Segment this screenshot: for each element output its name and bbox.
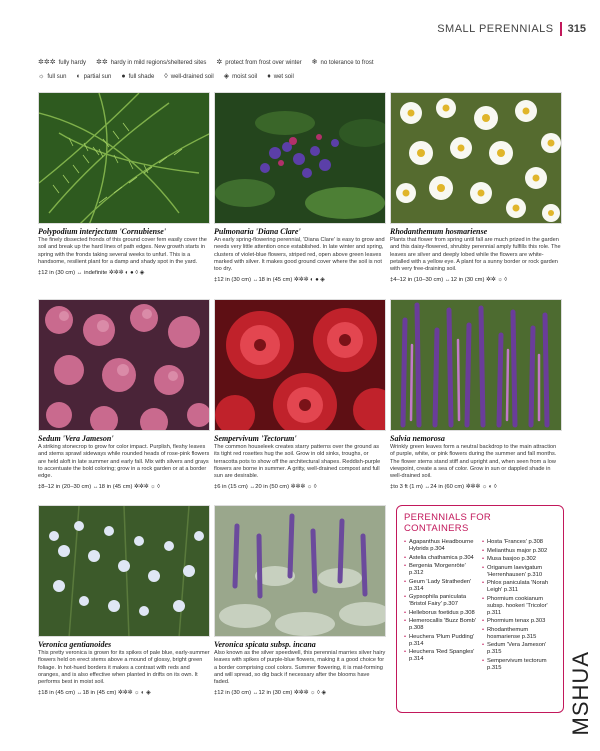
plant-name: Rhodanthemum hosmariense	[390, 227, 488, 236]
list-item: • Phormium cookianum subsp. hookeri 'Tricolor' p.311	[482, 596, 556, 617]
symbol-key	[38, 56, 374, 84]
plant-meta: ‡12 in (30 cm) ↔12 in (30 cm) ✲✲✲ ☼ ◊ ◈	[214, 690, 326, 697]
plant-name: Veronica spicata subsp. incana	[214, 640, 316, 649]
list-item: • Astelia chathamica p.304	[404, 555, 478, 562]
plant-meta: ‡to 3 ft (1 m) ↔24 in (60 cm) ✲✲✲ ☼ ◐ ◊	[390, 484, 497, 491]
plant-meta: ‡18 in (45 cm) ↔18 in (45 cm) ✲✲✲ ☼ ◐ ◈	[38, 690, 151, 697]
list-item: • Sempervivum tectorum p.315	[482, 658, 556, 672]
plant-description: The finely dissected fronds of this ground cover fern easily cover the soil and break up the hard lines of path edges. New growth starts in spring with the fronds taking several weeks to unfurl. This is a handsome, resilient plant for a damp and shady spot in the yard.	[38, 237, 207, 265]
plant-photo	[390, 92, 562, 224]
plant-card	[38, 505, 210, 696]
key-label: full sun	[47, 74, 67, 80]
plant-photo	[214, 505, 386, 637]
pulmonaria-image	[215, 93, 386, 224]
key-item	[121, 70, 154, 84]
plant-description: Also known as the silver speedwell, this perennial marries silver hairy leaves with spikes of purple-blue flowers, making it a good choice for a border comprising cool colors. Summer flowering, it is mat-forming and will spread, so dig back if necessary after the blooms have faded.	[214, 650, 386, 686]
key-item	[76, 70, 111, 84]
key-item	[38, 70, 66, 84]
key-item	[224, 70, 257, 84]
plant-description: A striking stonecrop to grow for color impact. Purplish, fleshy leaves and stems sprawl sideways while rounded heads of rose-pink flowers are held aloft in late summer and early fall. Mix with silvers and grays to accentuate the bold coloring; grow in a rock garden or at a border edge.	[38, 444, 210, 480]
key-label: moist soil	[232, 74, 258, 80]
containers-right-column	[482, 539, 556, 673]
no-frost-icon: ❄	[311, 59, 318, 66]
sempervivum-image	[215, 300, 386, 431]
list-item: • Phormium tenax p.303	[482, 618, 556, 625]
plant-photo	[214, 299, 386, 431]
key-label: well-drained soil	[170, 74, 214, 80]
well-drained-icon: ◊	[164, 73, 168, 80]
moist-soil-icon: ◈	[223, 73, 230, 80]
key-label: partial sun	[83, 74, 112, 80]
plant-card	[38, 92, 210, 276]
plant-meta: ‡8–12 in (20–30 cm) ↔18 in (45 cm) ✲✲✲ ☼ ◊	[38, 484, 160, 491]
plant-card	[214, 299, 386, 490]
plant-description: Wrinkly green leaves form a neutral backdrop to the main attraction of purple, white, or pink flowers during the summer and fall months. The flower stems stand stiff and upright and, when seen from a low viewpoint, create a sea of color. Grow in sun or dappled shade in well-drained soil.	[390, 444, 557, 480]
list-item: • Agapanthus Headbourne Hybrids p.304	[404, 539, 478, 553]
section-title: SMALL PERENNIALS	[437, 22, 561, 36]
list-item: • Bergenia 'Morgenröte' p.312	[404, 563, 478, 577]
plant-photo	[38, 299, 210, 431]
list-item: • Melianthus major p.302	[482, 548, 556, 555]
plant-name: Sedum 'Vera Jameson'	[38, 434, 114, 443]
plant-description: This pretty veronica is grown for its spikes of pale blue, early-summer flowers held on erect stems above a mound of glossy, bright green foliage. In hot-hued borders it makes a contrast with reds and oranges, and is also effective when planted in drifts on its own. It performs best in moist soil.	[38, 650, 210, 686]
list-item: • Musa basjoo p.302	[482, 556, 556, 563]
list-item: • Phlox paniculata 'Norah Leigh' p.311	[482, 580, 556, 594]
plant-name: Salvia nemorosa	[390, 434, 445, 443]
plant-photo	[390, 299, 562, 431]
plant-name: Pulmonaria 'Diana Clare'	[214, 227, 301, 236]
partial-sun-icon: ◐	[76, 73, 81, 80]
hardy-icon: ✲✲✲	[38, 59, 56, 66]
plant-card	[390, 92, 562, 283]
plant-meta: ‡4–12 in (10–30 cm) ↔12 in (30 cm) ✲✲ ☼ ◊	[390, 277, 508, 284]
plant-meta: ‡6 in (15 cm) ↔20 in (50 cm) ✲✲✲ ☼ ◊	[214, 484, 317, 491]
plant-name: Veronica gentianoides	[38, 640, 112, 649]
veronica-spicata-image	[215, 506, 386, 637]
list-item: • Helleborus foetidus p.308	[404, 610, 478, 617]
key-label: protect from frost over winter	[225, 60, 302, 66]
veronica-gentianoides-image	[39, 506, 210, 637]
key-label: full shade	[128, 74, 155, 80]
key-item	[38, 56, 86, 70]
containers-left-column	[404, 539, 478, 673]
plant-name: Polypodium interjectum 'Cornubiense'	[38, 227, 167, 236]
list-item: • Rhodanthemum hosmariense p.315	[482, 627, 556, 641]
plant-description: Plants that flower from spring until fall are much prized in the garden and this daisy-flowered, shrubby perennial amply fulfills this role. The leaves are silver and deeply lobed while the flowers are white-petalled with a yellow eye. A plant for a sunny border or rock garden with very free-draining soil.	[390, 237, 561, 273]
key-item	[96, 56, 206, 70]
list-item: • Heuchera 'Plum Pudding' p.314	[404, 634, 478, 648]
plant-photo	[214, 92, 386, 224]
key-row-conditions	[38, 70, 374, 84]
key-item	[164, 70, 214, 84]
frost-protect-icon: ✲	[216, 59, 223, 66]
list-item: • Heuchera 'Red Spangles' p.314	[404, 649, 478, 663]
list-item: • Sedum 'Vera Jameson' p.315	[482, 642, 556, 656]
key-label: hardy in mild regions/sheltered sites	[110, 60, 207, 66]
plant-card	[214, 92, 386, 283]
list-item: • Hosta 'Frances' p.308	[482, 539, 556, 546]
key-item	[312, 56, 374, 70]
wet-soil-icon: ♦	[267, 73, 271, 80]
list-item: • Origanum laevigatum 'Herrenhausen' p.310	[482, 565, 556, 579]
salvia-image	[391, 300, 562, 431]
plant-card	[390, 299, 562, 490]
containers-panel	[396, 505, 564, 713]
plant-description: The common houseleek creates starry patterns over the ground as its tight red rosettes hug the soil. Grow in old sinks, troughs, or terracotta pots to show off the architectural shapes. Reddish-purple flowers are borne in summer. A gritty, well-drained compost and full sun are desirable.	[214, 444, 381, 480]
plant-photo	[38, 505, 210, 637]
daisy-image	[391, 93, 562, 224]
key-item	[267, 70, 294, 84]
page-header	[437, 22, 586, 36]
plant-meta: ‡12 in (30 cm) ↔18 in (45 cm) ✲✲✲ ◐ ● ◈	[214, 277, 325, 284]
list-item: • Geum 'Lady Stratheden' p.314	[404, 579, 478, 593]
full-shade-icon: ●	[121, 73, 126, 80]
plant-card	[38, 299, 210, 490]
key-row-hardiness	[38, 56, 374, 70]
watermark: MSHUA	[568, 650, 593, 735]
plant-card	[214, 505, 386, 696]
page-number: 315	[567, 23, 586, 35]
fern-image	[39, 93, 210, 224]
plant-description: An early spring-flowering perennial, 'Diana Clare' is easy to grow and needs very little attention once established. In late winter and spring, clusters of violet-blue flowers, striped red, open above green leaves marked with silver. It makes good ground cover where the soil is not too dry.	[214, 237, 385, 273]
key-label: wet soil	[273, 74, 294, 80]
sedum-image	[39, 300, 210, 431]
containers-title: PERENNIALS FOR CONTAINERS	[404, 512, 492, 534]
key-item	[216, 56, 301, 70]
key-label: no tolerance to frost	[320, 60, 374, 66]
full-sun-icon: ☼	[38, 73, 45, 80]
list-item: • Gypsophila paniculata 'Bristol Fairy' p.307	[404, 594, 478, 608]
key-label: fully hardy	[58, 60, 86, 66]
plant-meta: ‡12 in (30 cm) ↔ indefinite ✲✲✲ ◐ ● ◊ ◈	[38, 270, 145, 277]
plant-photo	[38, 92, 210, 224]
plant-name: Sempervivum 'Tectorum'	[214, 434, 297, 443]
mild-hardy-icon: ✲✲	[95, 59, 108, 66]
list-item: • Hemerocallis 'Buzz Bomb' p.308	[404, 618, 478, 632]
